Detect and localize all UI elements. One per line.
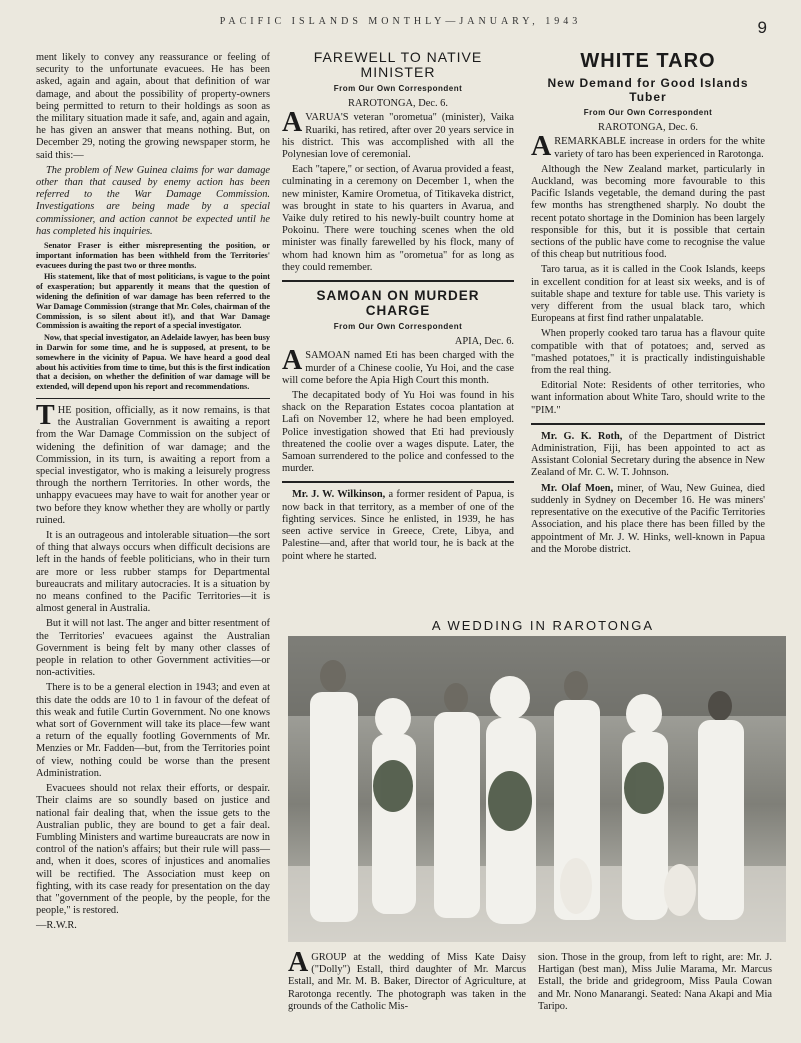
small-paragraph: Senator Fraser is either misrepresenting the position, or important information has been withheld from the Territories' evacuees during the past two or three months. [36, 241, 270, 270]
editorial-paragraph: But it will not last. The anger and bitter resentment of the Territories' evacuees against the Australian Government is being felt by many other classes of people in relation to other Government activities—or non-activities. [36, 618, 270, 679]
drop-cap: A [282, 345, 303, 377]
divider [282, 481, 514, 483]
byline: From Our Own Correspondent [333, 322, 463, 332]
editorial-paragraph: Evacuees should not relax their efforts, or despair. Their claims are so soundly based on justice and national fair dealing that, when the issue gets to the Australian public, they are bound to get a fair deal. Fumbling Ministers and wartime bureaucrats are now in control of the nation's affairs; but their rule will pass—and, when it does, scores of injustices and anomalies will be rectified. The Association must keep on fighting, with its case ready for presentation on the day that "government of the people, by the people, for the people," is restored. [36, 783, 270, 917]
caption-paragraph: AGROUP at the wedding of Miss Kate Daisy ("Dolly") Estall, third daughter of Mr. Marcus Estall, and Mr. M. B. Baker, Director of Agriculture, at Rarotonga recently. The photograph was taken in the grounds of the Catholic Mis- [288, 947, 526, 1012]
dateline: RAROTONGA, Dec. 6. [598, 122, 698, 134]
page-number: 9 [757, 18, 767, 37]
signoff: —R.W.R. [36, 920, 77, 932]
minister-quote: The problem of New Guinea claims for war damage other than that caused by enemy action has been referred to the War Damage Commission. Investigations are being made by a special commissioner, and action cannot be expected until he has completed his inquiries. [36, 164, 270, 237]
article-paragraph: When properly cooked taro tarua has a flavour quite compatible with that of potatoes; and, served as "mashed potatoes," it is practically indistinguishable from the real thing. [531, 328, 765, 377]
caption-paragraph: sion. Those in the group, from left to right, are: Mr. J. Hartigan (best man), Miss Julie Marama, Mr. Marcus Estall, the bride and gridegroom, Miss Paula Cowan and Mr. Nono Manarangi. Seated: Nana Akapi and Mia Taripo. [538, 952, 772, 1012]
byline: From Our Own Correspondent [583, 108, 713, 117]
editorial-column [36, 52, 270, 936]
drop-cap: A [531, 131, 552, 163]
wedding-caption-right [538, 952, 772, 1016]
news-brief: Mr. G. K. Roth, of the Department of District Administration, Fiji, has been appointed to act as Assistant Colonial Secretary during the absence in New Zealand of Mr. C. W. T. Johnson. [531, 430, 765, 479]
divider [282, 280, 514, 282]
samoan-title: SAMOAN ON MURDER CHARGE [316, 288, 480, 319]
small-print-section [36, 241, 270, 392]
byline: From Our Own Correspondent [333, 84, 463, 93]
article-paragraph: The decapitated body of Yu Hoi was found in his shack on the Reparation Estates cocoa plantation at Lafi on November 12, where he had been employed. Police investigation showed that Eti had previously threatened the coolie over a wages dispute. Later, the Samoan surrendered to the police and confessed to the murder. [282, 390, 514, 475]
editorial-paragraph: It is an outrageous and intolerable situation—the sort of thing that always occurs when difficult decisions are left in the hands of feeble politicians, who in their turn are more or less rubber stamps for Departmental bureaucrats and military autocracies. It is a situation by no means confined to the Pacific Territories—it is almost general in Australia. [36, 530, 270, 615]
article-paragraph: AREMARKABLE increase in orders for the white variety of taro has been experienced in Rarotonga. [531, 131, 765, 163]
taro-title: WHITE TARO [580, 50, 716, 72]
small-paragraph: His statement, like that of most politicians, is vague to the point of exasperation; but apparently it means that the question of widening the definition of war damage has been referred to the War Damage Commission (strange that Mr. Coles, chairman of the Commission, is so silent about it!), and that War Damage Commission is awaiting the report of a special investigator. [36, 272, 270, 331]
news-brief: Mr. Olaf Moen, miner, of Wau, New Guinea, died suddenly in Sydney on December 16. He was miners' representative on the executive of the Pacific Territories Association, and his place there has been filled by the appointment of Mr. J. W. Hinks, well-known in Papua and the Morobe district. [531, 482, 766, 555]
divider [531, 423, 765, 425]
farewell-title: FAREWELL TO NATIVE MINISTER [313, 49, 483, 80]
taro-subtitle: New Demand for Good Islands Tuber [547, 76, 749, 104]
article-paragraph: Taro tarua, as it is called in the Cook Islands, keeps in excellent condition for at least six weeks, and is of suitable shape and texture for table use. This variety is very different from the usual black taro, which Europeans at first find rather unpalatable. [531, 264, 765, 325]
editorial-paragraph: There is to be a general election in 1943; and even at this date the odds are 10 to 1 in favour of the defeat of this weak and futile Curtin Government. No one knows what sort of Government will take its place—few want a return of the equally footling Governments of Mr. Menzies or Mr. Fadden—but, from the Territories point of view, nothing could be worse than the present Administration. [36, 682, 270, 779]
wedding-group-photo [288, 636, 786, 942]
drop-cap: T [36, 400, 55, 431]
article-paragraph: ASAMOAN named Eti has been charged with the murder of a Chinese coolie, Yu Hoi, and the case will come before the Apia High Court this month. [282, 345, 514, 386]
editorial-paragraph: THE position, officially, as it now remains, is that the Australian Government is awaiting a report from the War Damage Commission on the subject of widening the definition of war damage; and the Commission, in its turn, is awaiting a report from a special investigator, who is making a leisurely progress through the northern Territories. In other words, the unhappy evacuees may have to wait for another year or two before they know whether they are wholly or partly ruined. [36, 400, 270, 526]
article-paragraph: AVARUA'S veteran "orometua" (minister), Vaika Ruariki, has retired, after over 20 years service in his district. This was accomplished with all the Polynesian love of ceremonial. [282, 107, 514, 161]
article-paragraph: Although the New Zealand market, particularly in Auckland, was becoming more favourable to this Pacific Islands vegetable, the demand during the past few months has strengthened sharply. No doubt the recent potato shortage in the Dominion has been largely responsible for this, but it is possible that certain sections of the public have come to recognise the value of this cheap but nutritious food. [531, 163, 765, 261]
divider [36, 398, 270, 399]
dateline: APIA, Dec. 6. [454, 336, 514, 348]
wedding-caption-left [288, 947, 526, 1016]
news-brief: Mr. J. W. Wilkinson, a former resident of Papua, is now back in that territory, as a member of one of the fighting services. Since he enlisted, in 1939, he has seen active service in Greece, Crete, Libya, and Palestine—and, after that world tour, he is back at the point where he started. [282, 489, 514, 562]
news-column-right [531, 50, 765, 559]
editorial-paragraph: ment likely to convey any reassurance or feeling of security to the unfortunate evacuees. He has been asked, again and again, about that definition of war damage, and about the possibility of property-owners being permitted to return to their holdings as soon as the military situation made it safe, and, again and again, he has given an answer that means nothing. But, on December 29, noting the growing newspaper storm, he said this:— [36, 52, 270, 161]
wedding-heading: A WEDDING IN RAROTONGA [431, 618, 655, 633]
article-paragraph: Each "tapere," or section, of Avarua provided a feast, culminating in a ceremony on December 1, when the new minister, Kamire Orometua, of Titikaveka district, was brought in state to his quarters in Avarua, and Vaike duly retired to his newly-built country home at Pokoinu. There were touching scenes when the old minister was finally farewelled by his flock, many of whom had known him as "orometua" for as long as they could remember. [282, 164, 514, 273]
news-column-middle [282, 50, 514, 566]
editorial-note: Editorial Note: Residents of other territories, who want information about White Taro, should write to the "PIM." [531, 380, 765, 416]
drop-cap: A [288, 947, 309, 978]
running-title: PACIFIC ISLANDS MONTHLY—JANUARY, 1943 [219, 16, 582, 27]
dateline: RAROTONGA, Dec. 6. [348, 98, 448, 110]
drop-cap: A [282, 107, 303, 139]
small-paragraph: Now, that special investigator, an Adelaide lawyer, has been busy in Darwin for some time, and he is supposed, at present, to be somewhere in the vicinity of Papua. We have heard a good deal about his activities from time to time, but this is the first indication that a decision, on whether the definition of war damage will be extended, will depend upon his report and recommendations. [36, 333, 270, 392]
